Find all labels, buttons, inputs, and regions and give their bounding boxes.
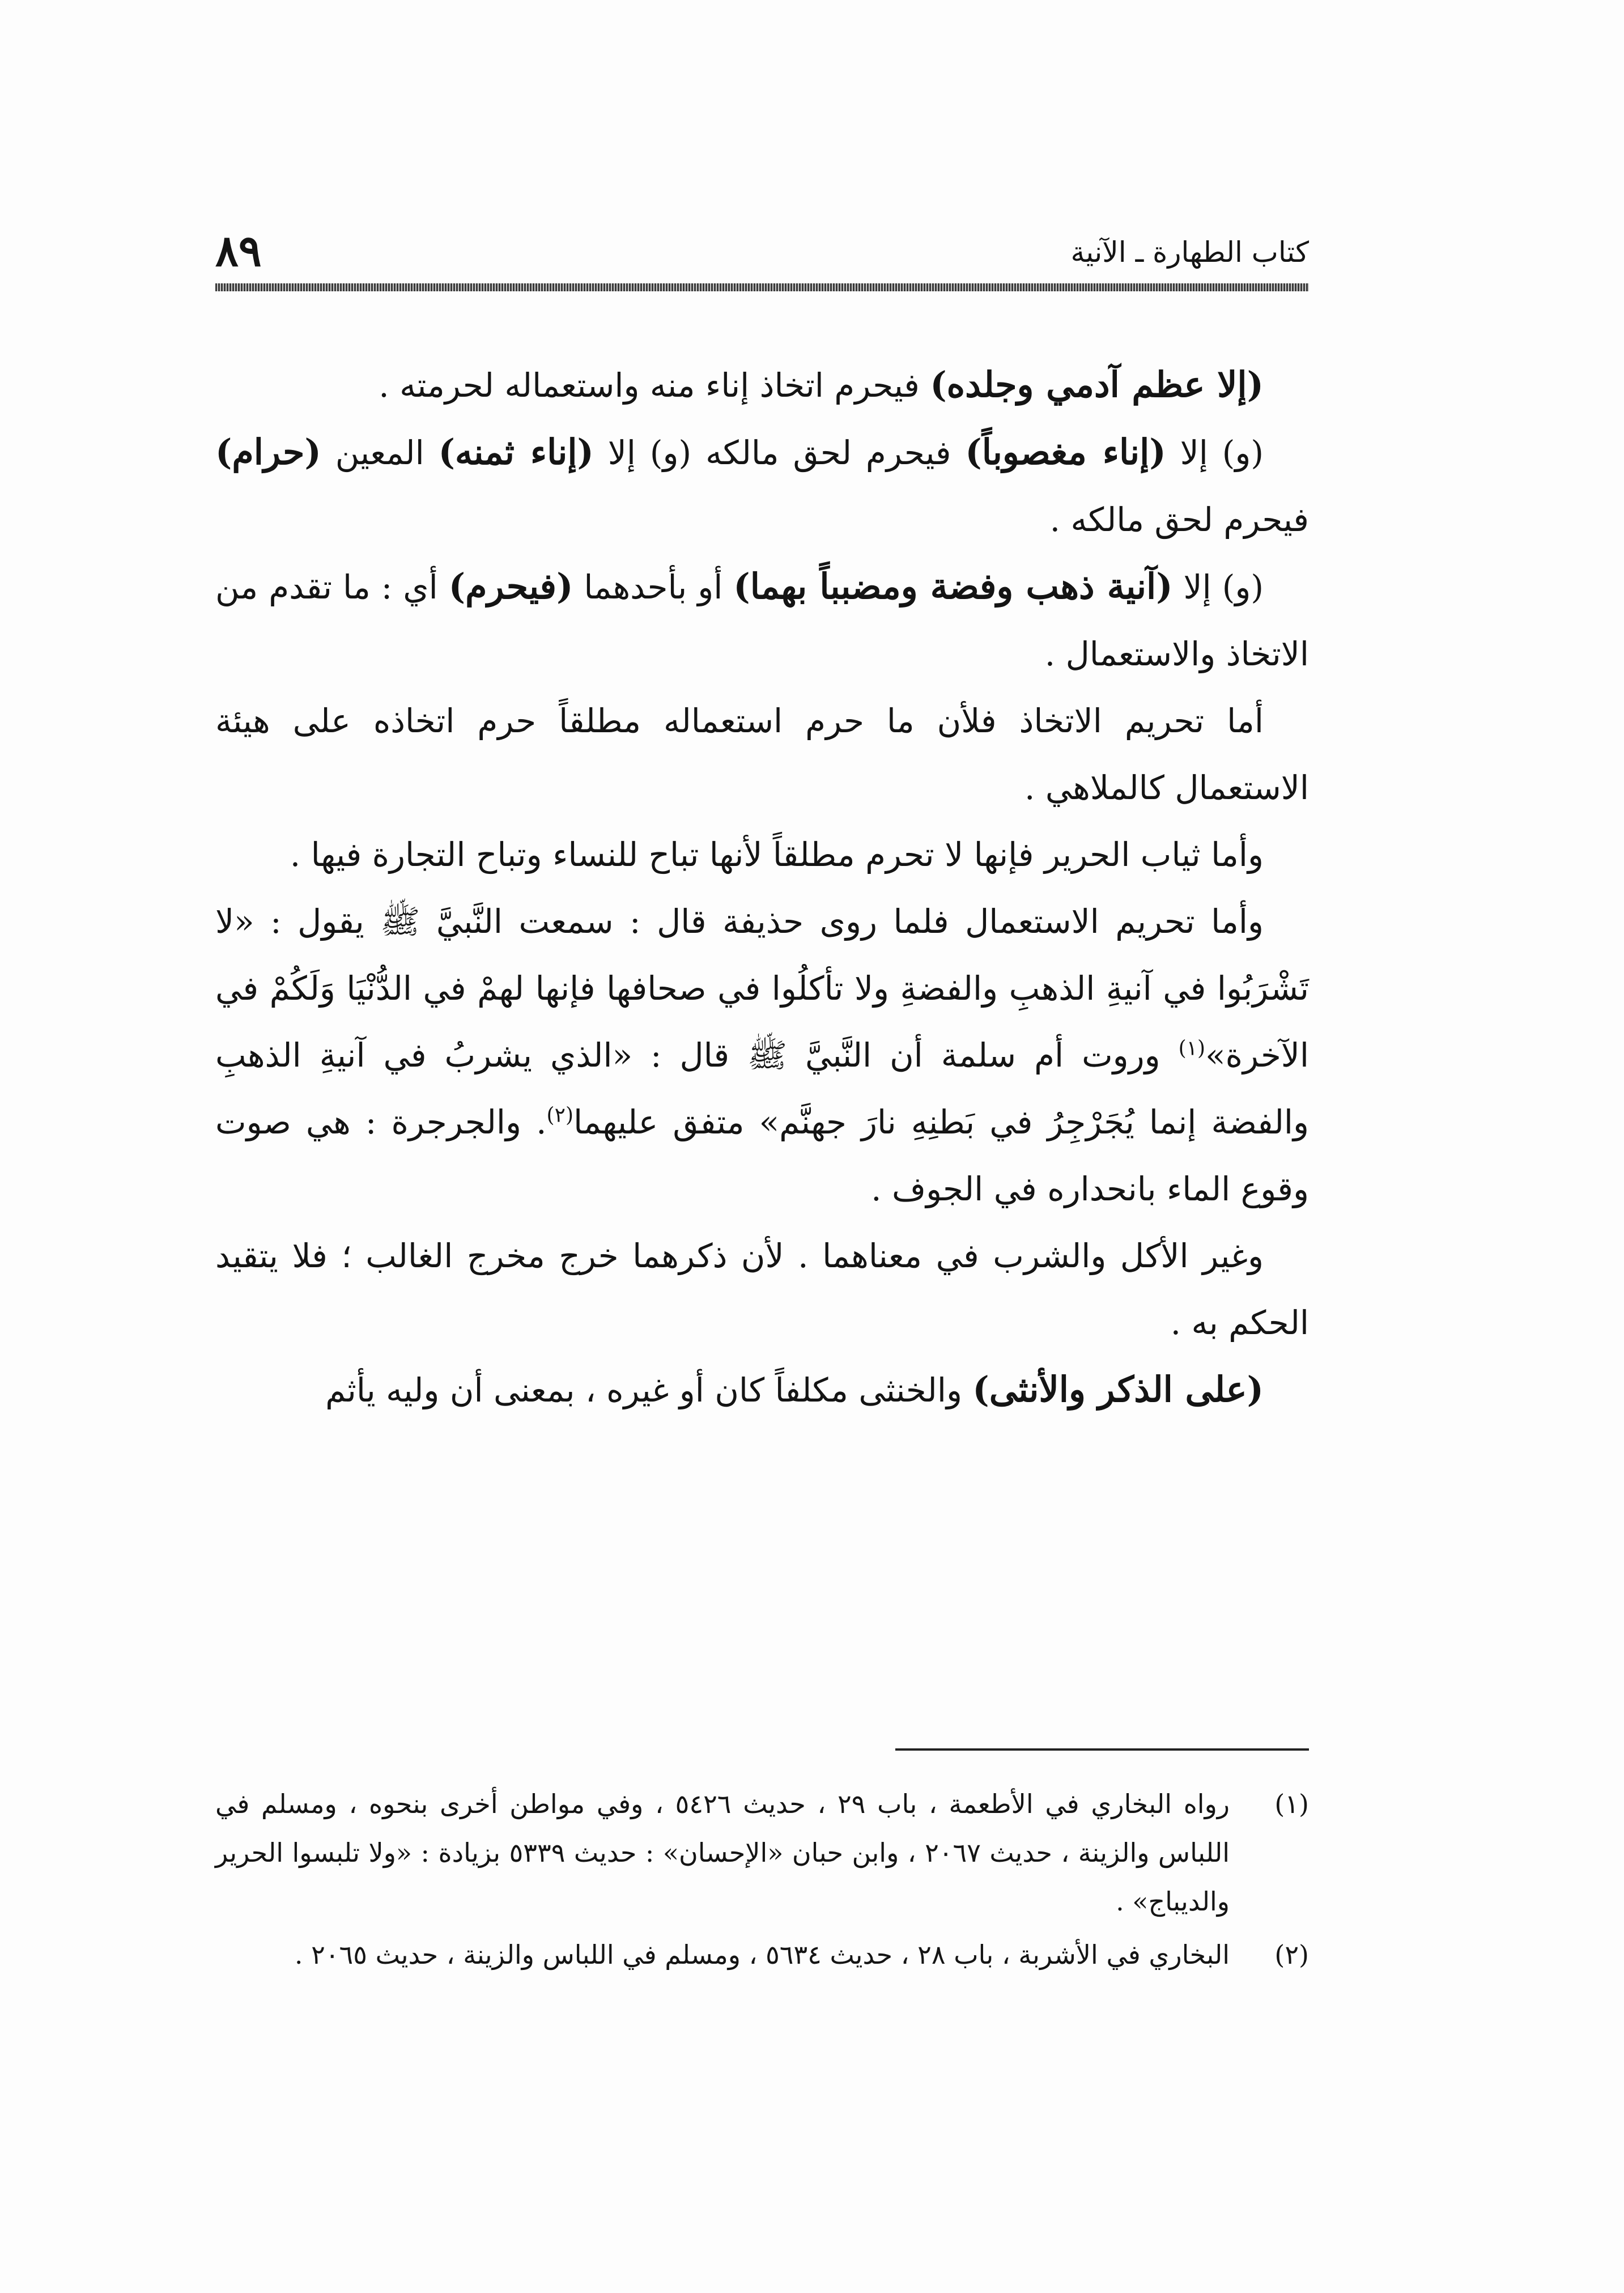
matn-text: (فيحرم) xyxy=(448,566,573,607)
paragraph-8 xyxy=(215,1356,1309,1424)
commentary-text: أو بأحدهما xyxy=(573,568,734,606)
paragraph-6 xyxy=(215,888,1309,1222)
paragraph-2 xyxy=(215,419,1309,553)
footnote-number: (١) xyxy=(1274,1789,1309,1819)
paragraph-5: وأما ثياب الحرير فإنها لا تحرم مطلقاً لأنها تباح للنساء وتباح التجارة فيها . xyxy=(290,835,1264,874)
paragraph-4: أما تحريم الاتخاذ فلأن ما حرم استعماله مطلقاً حرم اتخاذه على هيئة الاستعمال كالملاهي . xyxy=(215,702,1309,807)
commentary-text: فيحرم لحق مالكه . xyxy=(1049,500,1309,539)
footnote-1 xyxy=(215,1780,1309,1926)
paragraph-7: وغير الأكل والشرب في معناهما . لأن ذكرهما خرج مخرج الغالب ؛ فلا يتقيد الحكم به . xyxy=(215,1237,1309,1342)
matn-text: (على الذكر والأنثى) xyxy=(972,1369,1264,1410)
running-head: كتاب الطهارة ـ الآنية xyxy=(1070,236,1309,269)
commentary-text: . والجرجرة : هي صوت وقوع الماء بانحداره في الجوف . xyxy=(215,1103,1309,1208)
commentary-text: أي : ما تقدم من الاتخاذ والاستعمال . xyxy=(215,568,1309,673)
matn-text: (حرام) xyxy=(215,431,321,473)
page-header xyxy=(215,226,1309,276)
paragraph-1 xyxy=(215,351,1309,419)
commentary-text: والخنثى مكلفاً كان أو غيره ، بمعنى أن وليه يأثم xyxy=(325,1371,973,1409)
footnote-2 xyxy=(215,1930,1309,1979)
commentary-text: (و) إلا xyxy=(1172,568,1264,606)
commentary-text: فيحرم اتخاذ إناء منه واستعماله لحرمته . xyxy=(379,366,930,405)
commentary-text: فيحرم لحق مالكه (و) إلا xyxy=(593,434,966,472)
matn-text: (إناء ثمنه) xyxy=(438,431,594,473)
footnote-separator xyxy=(895,1748,1309,1751)
matn-text: (إلا عظم آدمي وجلده) xyxy=(930,364,1264,405)
footnote-text: رواه البخاري في الأطعمة ، باب ٢٩ ، حديث ٥٤٢٦ ، وفي مواطن أخرى بنحوه ، ومسلم في اللباس والزينة ، حديث ٢٠٦٧ ، وابن حبان «الإحسان» : حديث ٥٣٣٩ بزيادة : «ولا تلبسوا الحرير والديباج» . xyxy=(215,1789,1230,1917)
footnote-text: البخاري في الأشربة ، باب ٢٨ ، حديث ٥٦٣٤ ، ومسلم في اللباس والزينة ، حديث ٢٠٦٥ . xyxy=(294,1939,1230,1970)
footnote-ref-1[interactable]: (١) xyxy=(1178,1037,1206,1060)
main-text xyxy=(215,351,1309,1424)
commentary-text: المعين xyxy=(321,434,439,472)
footnote-ref-2[interactable]: (٢) xyxy=(546,1103,573,1127)
hadith-text: وروت أم سلمة أن النَّبيَّ ﷺ قال : «الذي يشربُ في آنيةِ الذهبِ والفضة إنما يُجَرْجِرُ في بَطنِهِ نارَ جهنَّم» متفق عليهما xyxy=(215,1036,1309,1141)
matn-text: (آنية ذهب وفضة ومضبباً بهما) xyxy=(733,566,1173,607)
commentary-text: (و) إلا xyxy=(1166,434,1264,472)
hadith-text: وأما تحريم الاستعمال فلما روى حذيفة قال : سمعت النَّبيَّ ﷺ يقول : «لا تَشْرَبُوا في آنيةِ الذهبِ والفضةِ ولا تأكلُوا في صحافها فإنها لهمْ في الدُّنْيَا وَلَكُمْ في الآخرة» xyxy=(215,902,1309,1075)
header-rule xyxy=(215,283,1309,291)
footnote-number: (٢) xyxy=(1274,1939,1309,1970)
matn-text: (إناء مغصوباً) xyxy=(965,431,1166,473)
footnotes xyxy=(215,1780,1309,1984)
paragraph-3 xyxy=(215,553,1309,687)
page-number: ٨٩ xyxy=(215,226,262,276)
